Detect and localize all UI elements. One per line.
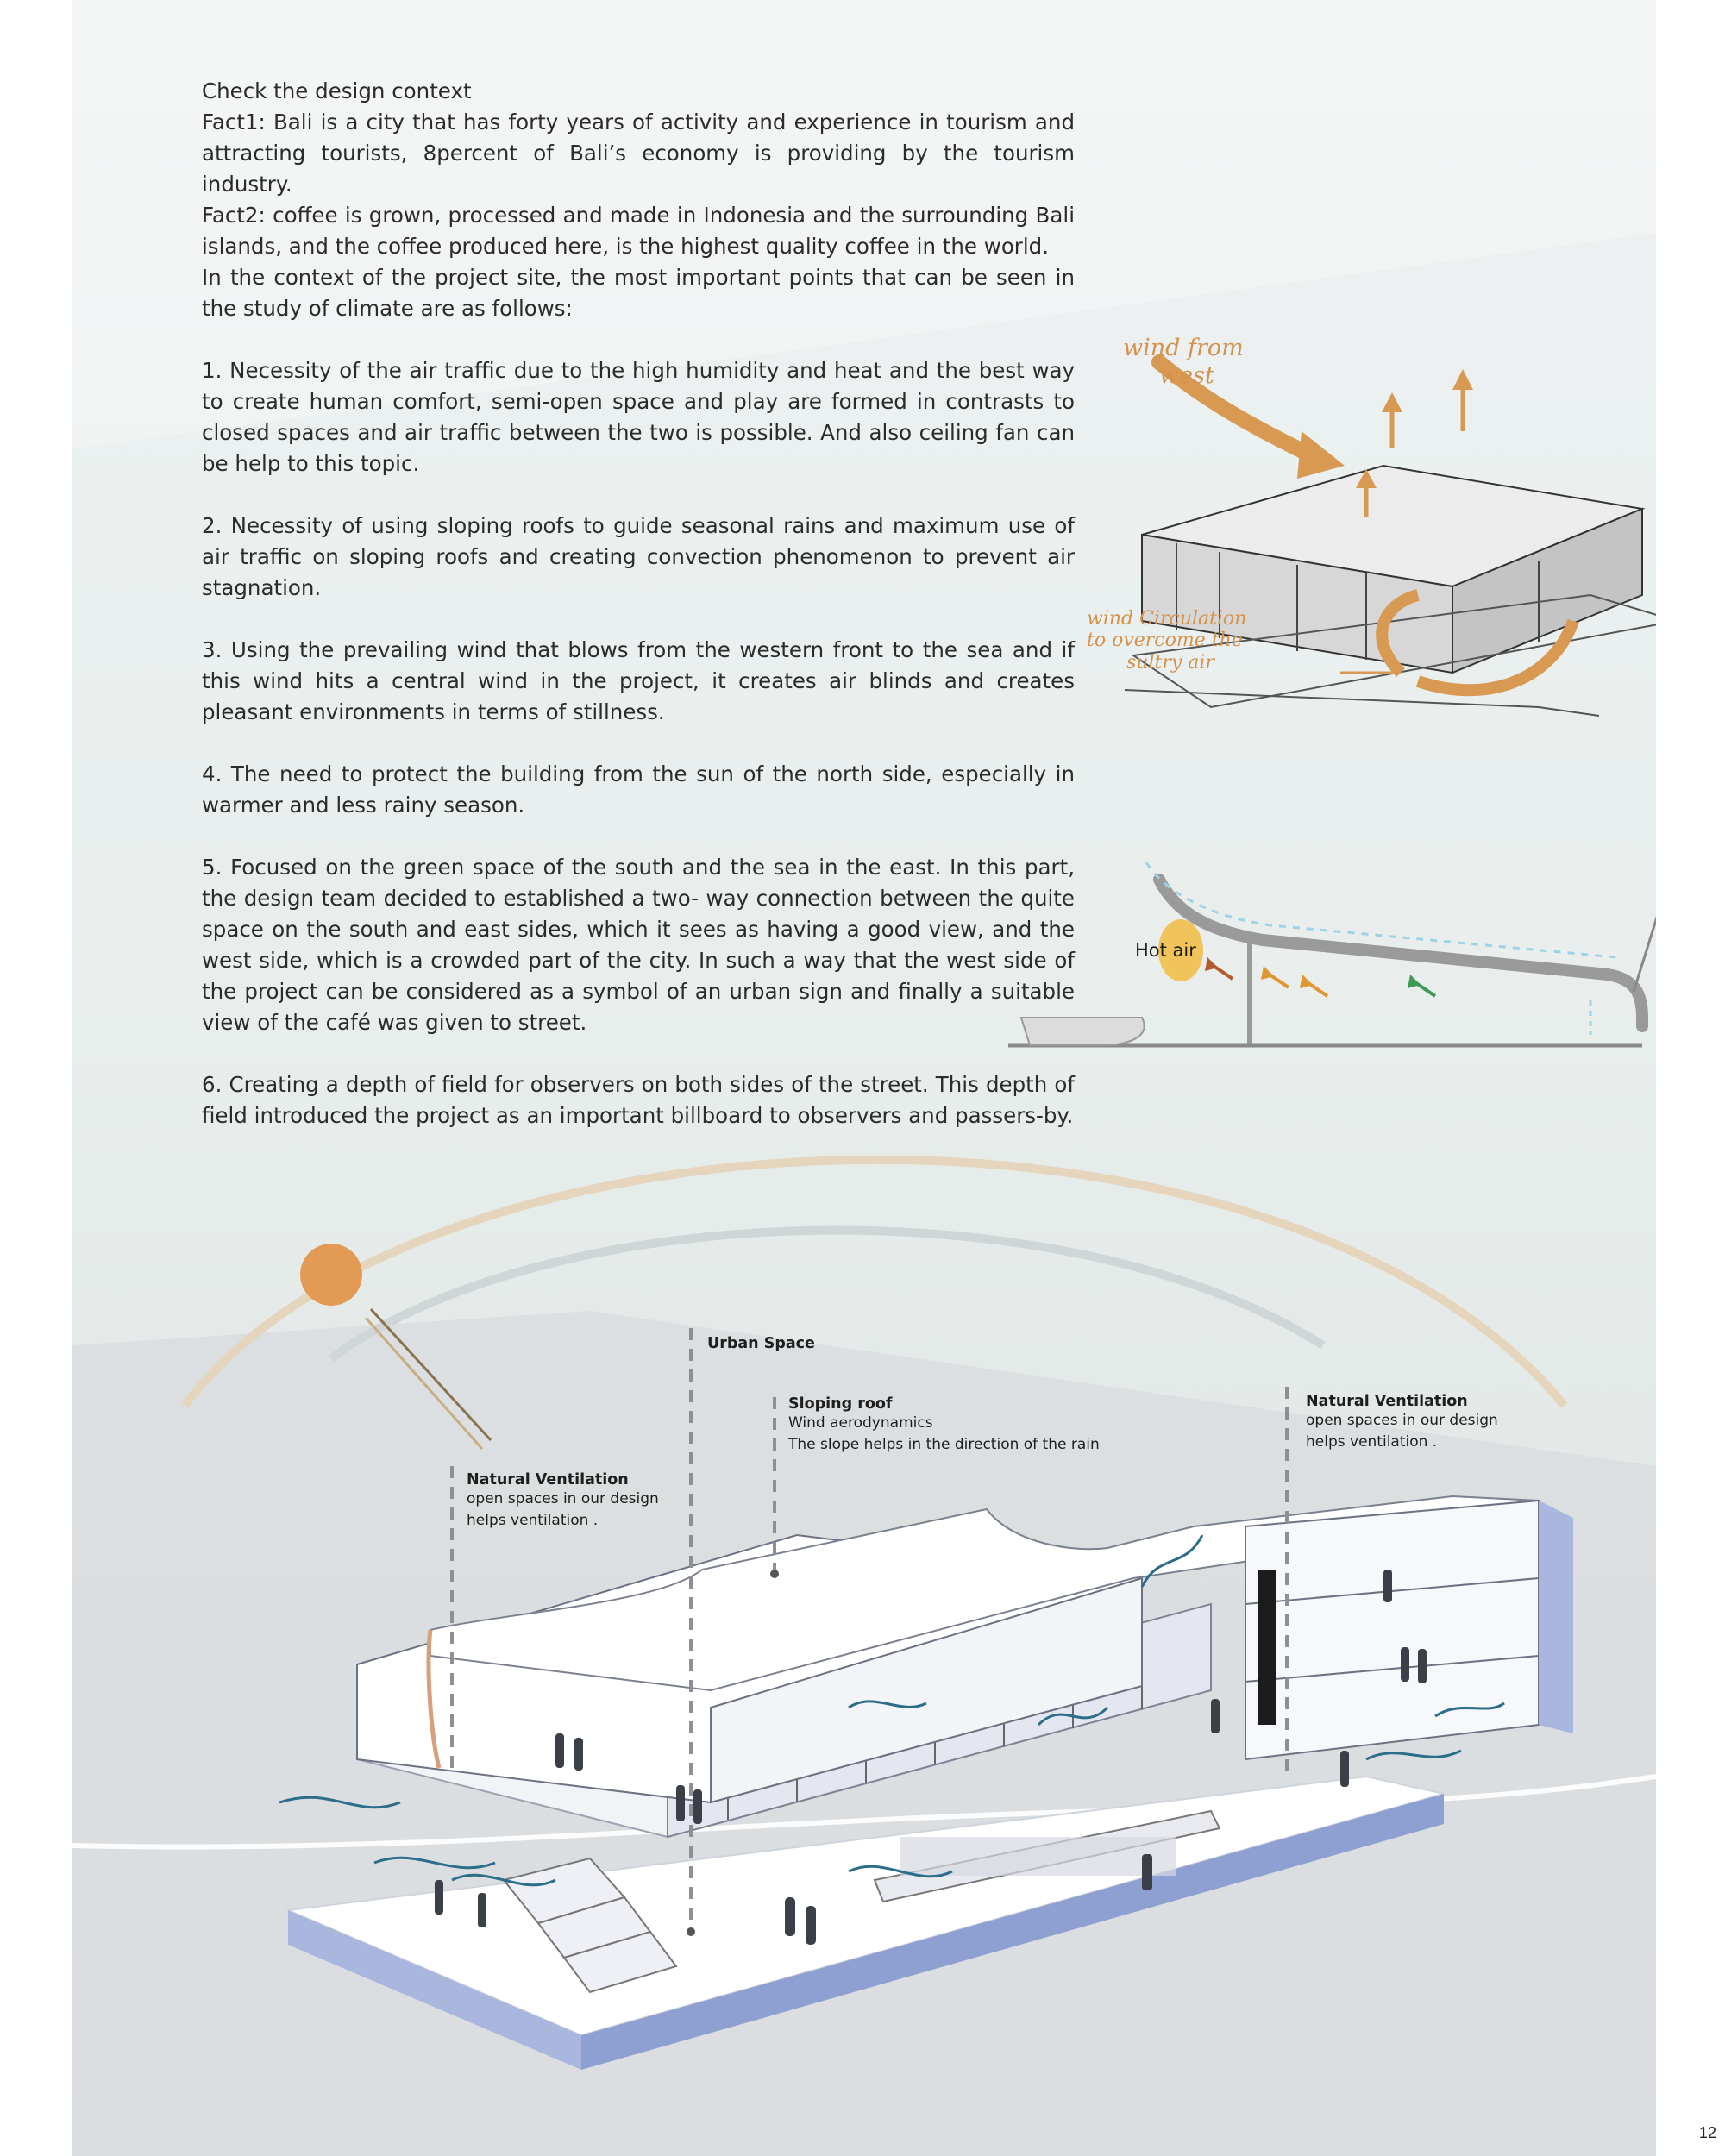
sketch-label-overcome: to overcome the (1087, 630, 1243, 651)
callout-urban-space: Urban Space (707, 1335, 815, 1352)
page-number: 12 (1698, 2124, 1716, 2141)
sun-icon (300, 1244, 362, 1306)
nv-left-line1: open spaces in our design (467, 1490, 659, 1507)
fact-2: Fact2: coffee is grown, processed and made in Indonesia and the surrounding Bali islands, and the coffee produced here, is the highest quality coffee in the world. (202, 203, 1075, 259)
sketch-label-sultry: sultry air (1126, 652, 1214, 674)
sketch-label-west: west (1159, 362, 1214, 389)
callout-natural-ventilation-right (1306, 1393, 1498, 1453)
point-5: 5. Focused on the green space of the south and the sea in the east. In this part, the design team decided to established a two- way connection between the quite space on the south and east sides, which it sees as having a good view, and the west side, which is a crowded part of the city. In such a way that the west side of the project can be considered as a symbol of an urban sign and finally a suitable view of the café was given to street. (202, 855, 1075, 1035)
page-panel (72, 0, 1656, 2156)
nv-right-line2: helps ventilation . (1306, 1433, 1438, 1451)
context-paragraph: In the context of the project site, the most important points that can be seen in the study of climate are as follows: (202, 265, 1075, 321)
nv-right-line1: open spaces in our design (1306, 1412, 1498, 1429)
heading: Check the design context (202, 78, 472, 103)
point-6: 6. Creating a depth of field for observers on both sides of the street. This depth of field introduced the project as an important billboard to observers and passers-by. (202, 1072, 1075, 1128)
hot-air-label: Hot air (1135, 940, 1196, 961)
nv-left-line2: helps ventilation . (467, 1512, 599, 1529)
callout-natural-ventilation-left (467, 1471, 659, 1532)
sloping-roof-line2: The slope helps in the direction of the rain (788, 1436, 1100, 1453)
point-4: 4. The need to protect the building from the sun of the north side, especially in warmer and less rainy season. (202, 761, 1075, 818)
point-1: 1. Necessity of the air traffic due to the high humidity and heat and the best way to create human comfort, semi-open space and play are formed in contrasts to closed spaces and air traffic between the two is possible. And also ceiling fan can be help to this topic. (202, 358, 1075, 476)
point-2: 2. Necessity of using sloping roofs to guide seasonal rains and maximum use of air traffic on sloping roofs and creating convection phenomenon to prevent air stagnation. (202, 513, 1075, 600)
sloping-roof-title: Sloping roof (788, 1395, 893, 1413)
sketch-label-circulation: wind Circulation (1087, 608, 1247, 630)
nv-right-title: Natural Ventilation (1306, 1393, 1468, 1410)
point-3: 3. Using the prevailing wind that blows from the western front to the sea and if this wind hits a central wind in the project, it creates air blinds and creates pleasant environments in terms of stillness. (202, 637, 1075, 724)
sloping-roof-line1: Wind aerodynamics (788, 1414, 933, 1432)
nv-left-title: Natural Ventilation (467, 1471, 629, 1489)
design-context-text (202, 76, 1075, 1131)
sketch-label-wind: wind from (1123, 335, 1244, 361)
callout-sloping-roof (788, 1395, 1100, 1456)
fact-1: Fact1: Bali is a city that has forty years of activity and experience in tourism and attracting tourists, 8percent of Bali’s economy is providing by the tourism industry. (202, 110, 1075, 197)
